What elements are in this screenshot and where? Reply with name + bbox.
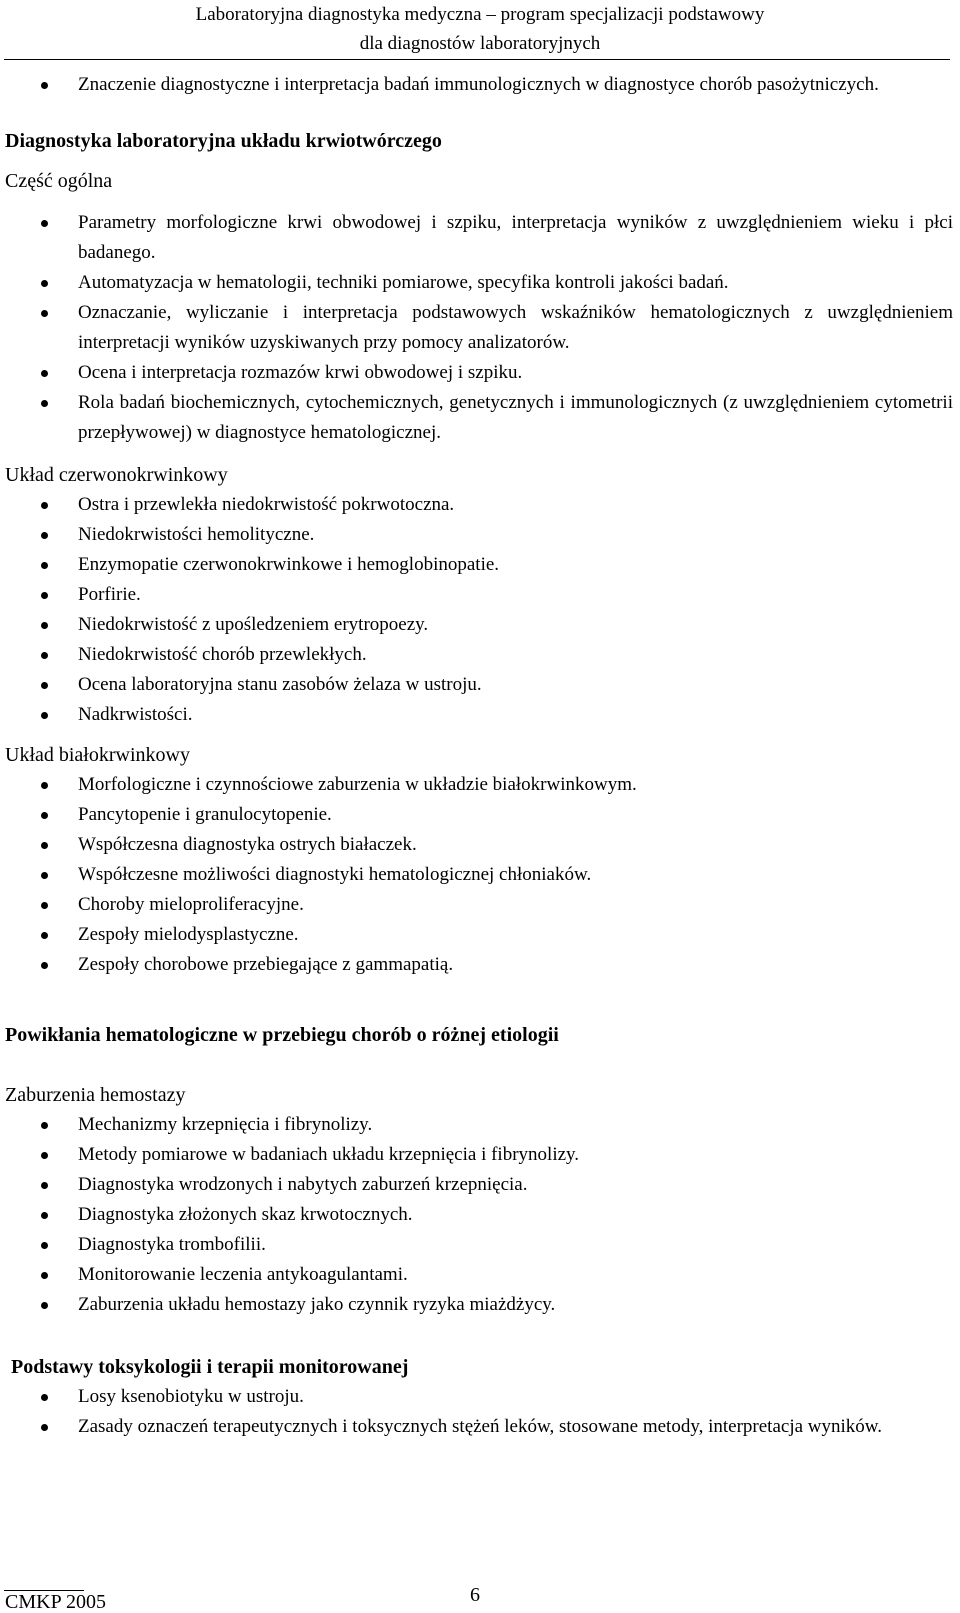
bullet-icon (41, 1242, 48, 1249)
list-item: Współczesna diagnostyka ostrych białaczek. (5, 830, 955, 860)
list-item: Losy ksenobiotyku w ustroju. (5, 1382, 955, 1412)
list-item: Diagnostyka wrodzonych i nabytych zaburzeń krzepnięcia. (5, 1170, 955, 1200)
bullet-icon (41, 1302, 48, 1309)
bullet-icon (41, 842, 48, 849)
subsection-title-white-cells: Układ białokrwinkowy (5, 744, 190, 766)
bullet-icon (41, 652, 48, 659)
bullet-icon (41, 280, 48, 287)
list-item: Zaburzenia układu hemostazy jako czynnik ryzyka miażdżycy. (5, 1290, 955, 1320)
list-item: Rola badań biochemicznych, cytochemicznych, genetycznych i immunologicznych (z uwzględnieniem cytometrii przepływowej) w diagnostyce hematologicznej. (5, 388, 955, 448)
red-cells-list (5, 490, 955, 730)
subsection-title-general: Część ogólna (5, 170, 113, 192)
header-line-1: Laboratoryjna diagnostyka medyczna – program specjalizacji podstawowy (195, 4, 765, 25)
list-item: Choroby mieloproliferacyjne. (5, 890, 955, 920)
bullet-icon (41, 310, 48, 317)
list-item: Niedokrwistości hemolityczne. (5, 520, 955, 550)
footer-publisher: CMKP 2005 (5, 1591, 106, 1613)
section-title-hematology: Diagnostyka laboratoryjna układu krwiotwórczego (5, 130, 442, 152)
bullet-icon (41, 872, 48, 879)
subsection-title-red-cells: Układ czerwonokrwinkowy (5, 464, 228, 486)
bullet-icon (41, 812, 48, 819)
list-item: Mechanizmy krzepnięcia i fibrynolizy. (5, 1110, 955, 1140)
bullet-icon (41, 1424, 48, 1431)
bullet-icon (41, 682, 48, 689)
bullet-icon (41, 400, 48, 407)
bullet-icon (41, 962, 48, 969)
list-item: Niedokrwistość chorób przewlekłych. (5, 640, 955, 670)
bullet-icon (41, 622, 48, 629)
hemostasis-list (5, 1110, 955, 1320)
header-rule (4, 59, 950, 60)
bullet-icon (41, 592, 48, 599)
list-item: Niedokrwistość z upośledzeniem erytropoezy. (5, 610, 955, 640)
list-item: Współczesne możliwości diagnostyki hematologicznej chłoniaków. (5, 860, 955, 890)
white-cells-list (5, 770, 955, 980)
bullet-icon (41, 902, 48, 909)
bullet-icon (41, 782, 48, 789)
intro-list (5, 70, 955, 100)
toxicology-list (5, 1382, 955, 1442)
list-item: Parametry morfologiczne krwi obwodowej i szpiku, interpretacja wyników z uwzględnieniem wieku i płci badanego. (5, 208, 955, 268)
list-item: Monitorowanie leczenia antykoagulantami. (5, 1260, 955, 1290)
bullet-icon (41, 1152, 48, 1159)
list-item: Pancytopenie i granulocytopenie. (5, 800, 955, 830)
list-item: Ostra i przewlekła niedokrwistość pokrwotoczna. (5, 490, 955, 520)
list-item: Zasady oznaczeń terapeutycznych i toksycznych stężeń leków, stosowane metody, interpretacja wyników. (5, 1412, 955, 1442)
bullet-icon (41, 932, 48, 939)
section-title-toxicology: Podstawy toksykologii i terapii monitorowanej (11, 1356, 409, 1378)
bullet-icon (41, 220, 48, 227)
bullet-icon (41, 1212, 48, 1219)
list-item: Ocena laboratoryjna stanu zasobów żelaza w ustroju. (5, 670, 955, 700)
page-header (0, 0, 960, 58)
bullet-icon (41, 1122, 48, 1129)
list-item: Znaczenie diagnostyczne i interpretacja badań immunologicznych w diagnostyce chorób pasożytniczych. (5, 70, 955, 100)
header-line-2: dla diagnostów laboratoryjnych (359, 33, 601, 54)
bullet-icon (41, 502, 48, 509)
document-body (5, 70, 955, 1442)
list-item: Morfologiczne i czynnościowe zaburzenia w układzie białokrwinkowym. (5, 770, 955, 800)
list-item: Metody pomiarowe w badaniach układu krzepnięcia i fibrynolizy. (5, 1140, 955, 1170)
list-item: Ocena i interpretacja rozmazów krwi obwodowej i szpiku. (5, 358, 955, 388)
list-item: Zespoły chorobowe przebiegające z gammapatią. (5, 950, 955, 980)
list-item: Diagnostyka złożonych skaz krwotocznych. (5, 1200, 955, 1230)
bullet-icon (41, 532, 48, 539)
bullet-icon (41, 1182, 48, 1189)
general-list (5, 208, 955, 448)
page-number: 6 (470, 1584, 480, 1606)
section-title-hemostasis: Zaburzenia hemostazy (5, 1084, 186, 1106)
bullet-icon (41, 562, 48, 569)
list-item: Porfirie. (5, 580, 955, 610)
list-item: Diagnostyka trombofilii. (5, 1230, 955, 1260)
section-title-complications: Powikłania hematologiczne w przebiegu chorób o różnej etiologii (5, 1024, 559, 1046)
list-item: Oznaczanie, wyliczanie i interpretacja podstawowych wskaźników hematologicznych z uwzględnieniem interpretacji wyników uzyskiwanych przy pomocy analizatorów. (5, 298, 955, 358)
bullet-icon (41, 1394, 48, 1401)
bullet-icon (41, 1272, 48, 1279)
bullet-icon (41, 370, 48, 377)
list-item: Nadkrwistości. (5, 700, 955, 730)
list-item: Enzymopatie czerwonokrwinkowe i hemoglobinopatie. (5, 550, 955, 580)
bullet-icon (41, 712, 48, 719)
list-item: Automatyzacja w hematologii, techniki pomiarowe, specyfika kontroli jakości badań. (5, 268, 955, 298)
bullet-icon (41, 82, 48, 89)
list-item: Zespoły mielodysplastyczne. (5, 920, 955, 950)
